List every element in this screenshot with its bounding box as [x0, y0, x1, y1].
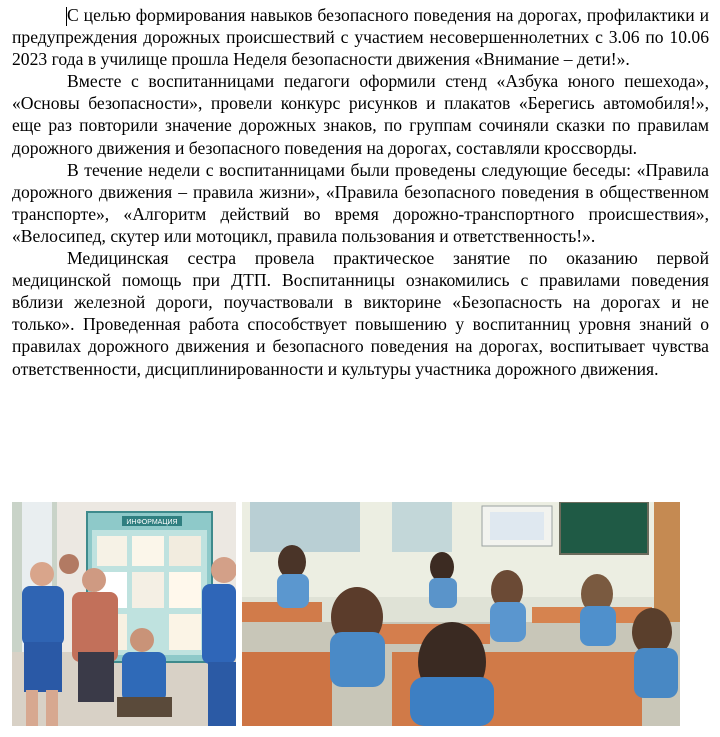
- photo-stand: [12, 502, 236, 726]
- paragraph-4: Медицинская сестра провела практическое занятие по оказанию первой медицинской помощь при ДТП. Воспитанницы ознакомились с правилами поведения вблизи железной дороги, поучаствовали в викторине «Безопасность на дорогах и не только». Проведенная работа способствует повышению у воспитанниц уровня знаний о правилах дорожного движения и безопасного поведения на дорогах, воспитывает чувства ответственности, дисциплинированности и культуры участника дорожного движения.: [12, 248, 709, 379]
- paragraph-3: В течение недели с воспитанницами были проведены следующие беседы: «Правила дорожного движения – правила жизни», «Правила безопасного поведения в общественном транспорте», «Алгоритм действий во время дорожно-транспортного происшествия», «Велосипед, скутер или мотоцикл, правила пользования и ответственность!».: [12, 159, 709, 246]
- document-body: [12, 4, 709, 380]
- paragraph-1: С целью формирования навыков безопасного поведения на дорогах, профилактики и предупреждения дорожных происшествий с участием несовершеннолетних с 3.06 по 10.06 2023 года в училище прошла Неделя безопасности движения «Внимание – дети!».: [12, 5, 709, 70]
- text-cursor: [66, 7, 67, 26]
- stand-sign: ИНФОРМАЦИЯ: [126, 519, 178, 526]
- photo-classroom-illustration: [242, 502, 680, 726]
- paragraph-2: Вместе с воспитанницами педагоги оформили стенд «Азбука юного пешехода», «Основы безопасности», провели конкурс рисунков и плакатов «Берегись автомобиля!», еще раз повторили значение дорожных знаков, по группам сочиняли сказки по правилам дорожного движения и безопасного поведения на дорогах, составляли кроссворды.: [12, 71, 709, 158]
- photo-stand-illustration: [12, 502, 236, 726]
- photo-classroom: [242, 502, 680, 726]
